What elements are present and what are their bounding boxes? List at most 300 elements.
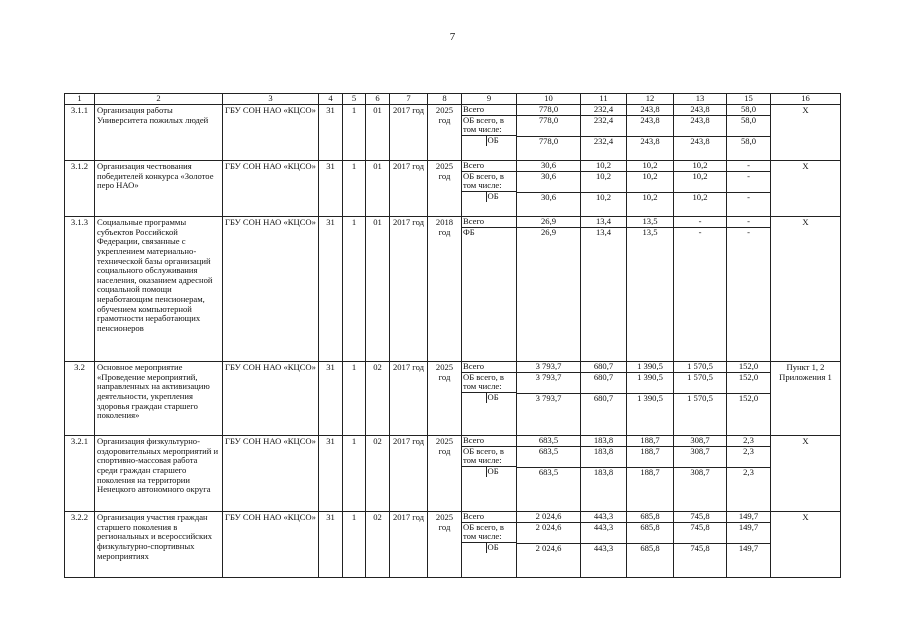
funding-amount-row — [727, 522, 770, 543]
funding-amount-row — [674, 512, 726, 522]
funding-amount: 243,8 — [690, 105, 710, 114]
funding-amount: 58,0 — [727, 115, 770, 136]
funding-source-label: Всего — [463, 362, 485, 371]
funding-amount-list — [627, 512, 673, 553]
funding-amount: 745,8 — [674, 522, 726, 543]
funding-amount-row — [581, 446, 626, 467]
funding-source-label: ОБ всего, в том числе: — [462, 446, 516, 466]
funding-amount-row — [627, 217, 673, 227]
funding-amount: 30,6 — [517, 171, 580, 192]
funding-amount-row — [627, 136, 673, 146]
funding-source-indent — [462, 466, 486, 476]
funding-amount-row — [674, 543, 726, 553]
header-cell: 13 — [674, 94, 727, 105]
funding-amount: 10,2 — [627, 192, 673, 202]
end-year: 2025 год — [428, 436, 462, 512]
funding-amount-row — [727, 436, 770, 446]
funding-amount-row — [627, 227, 673, 237]
funding-amount: 683,5 — [538, 436, 559, 445]
funding-amount: 243,8 — [674, 136, 726, 146]
code-col4: 31 — [319, 362, 343, 436]
funding-source-row — [462, 217, 516, 227]
funding-amount-row — [727, 192, 770, 202]
funding-source-list — [462, 512, 516, 553]
page-number: 7 — [449, 31, 456, 43]
funding-amount: 10,2 — [627, 171, 673, 192]
start-year: 2017 год — [390, 436, 428, 512]
funding-amount: 2,3 — [743, 436, 754, 445]
funding-amount-row — [727, 543, 770, 553]
funding-amount-list — [581, 217, 626, 237]
funding-amount: 1 570,5 — [674, 393, 726, 403]
code-col6: 02 — [366, 512, 390, 578]
funding-amount-cell — [581, 362, 627, 436]
end-year: 2025 год — [428, 512, 462, 578]
funding-source-label: ОБ — [486, 191, 516, 201]
funding-source-label: ОБ всего, в том числе: — [462, 115, 516, 135]
funding-source-row — [462, 372, 516, 392]
funding-source-row — [462, 362, 516, 372]
start-year: 2017 год — [390, 105, 428, 161]
funding-amount-list — [581, 161, 626, 202]
funding-amount-row — [727, 512, 770, 522]
header-cell: 2 — [95, 94, 223, 105]
funding-amount: 149,7 — [727, 543, 770, 553]
funding-amount: 680,7 — [581, 393, 626, 403]
funding-amount: 243,8 — [627, 115, 673, 136]
funding-amount-list — [517, 217, 580, 237]
funding-amount: 685,8 — [627, 543, 673, 553]
funding-amount: 778,0 — [538, 105, 559, 114]
funding-amount-cell — [727, 362, 771, 436]
funding-source-label: Всего — [463, 436, 485, 445]
funding-amount-row — [581, 362, 626, 372]
funding-amount-cell — [674, 512, 727, 578]
funding-source-indent — [462, 135, 486, 145]
funding-amount-row — [727, 115, 770, 136]
code-col6: 01 — [366, 217, 390, 362]
funding-amount-list — [627, 105, 673, 146]
item-number: 3.1.3 — [65, 217, 95, 362]
item-note: Х — [771, 105, 841, 161]
funding-amount-list — [674, 512, 726, 553]
funding-amount-row — [674, 227, 726, 237]
item-name: Социальные программы субъектов Российской Федерации, связанные с укреплением материально-технической базы организаций социального обслуживания населения, оказанием адресной социальной помощи неработающим пенсионерам, обучением компьютерной грамотности неработающих пенсионеров — [95, 217, 223, 362]
header-cell: 7 — [390, 94, 428, 105]
funding-amount: - — [727, 171, 770, 192]
table-row — [65, 362, 841, 436]
funding-amount-list — [517, 105, 580, 146]
funding-amount-row — [674, 105, 726, 115]
funding-amount: 1 390,5 — [637, 362, 663, 371]
funding-source-row — [462, 522, 516, 542]
funding-amount: 152,0 — [738, 362, 759, 371]
funding-amount-list — [727, 436, 770, 477]
funding-amount-list — [727, 161, 770, 202]
item-number: 3.2 — [65, 362, 95, 436]
funding-amount-row — [581, 227, 626, 237]
funding-amount-row — [674, 393, 726, 403]
funding-amount: 183,8 — [593, 436, 614, 445]
funding-amount: 778,0 — [517, 136, 580, 146]
header-cell: 12 — [627, 94, 674, 105]
code-col4: 31 — [319, 161, 343, 217]
funding-amount-row — [627, 512, 673, 522]
funding-source-row — [462, 191, 516, 201]
funding-source-label: ОБ — [486, 392, 516, 402]
funding-amount-row — [627, 436, 673, 446]
funding-amount: 243,8 — [674, 115, 726, 136]
start-year: 2017 год — [390, 217, 428, 362]
start-year: 2017 год — [390, 362, 428, 436]
funding-source-row — [462, 542, 516, 552]
funding-amount: 2 024,6 — [517, 522, 580, 543]
funding-amount-list — [627, 436, 673, 477]
funding-amount-row — [727, 446, 770, 467]
funding-amount-row — [674, 171, 726, 192]
funding-amount: 232,4 — [593, 105, 614, 114]
item-executor: ГБУ СОН НАО «КЦСО» — [223, 436, 319, 512]
funding-amount-row — [581, 372, 626, 393]
code-col6: 02 — [366, 362, 390, 436]
funding-source-cell — [462, 105, 517, 161]
end-year: 2025 год — [428, 161, 462, 217]
funding-source-row — [462, 392, 516, 402]
funding-amount-row — [727, 372, 770, 393]
funding-amount-row — [517, 512, 580, 522]
header-cell: 6 — [366, 94, 390, 105]
funding-amount: 30,6 — [517, 192, 580, 202]
funding-amount: 685,8 — [627, 522, 673, 543]
funding-amount-row — [627, 161, 673, 171]
funding-source-label: ОБ — [486, 542, 516, 552]
funding-amount-cell — [727, 161, 771, 217]
funding-amount: 183,8 — [581, 446, 626, 467]
item-number: 3.2.1 — [65, 436, 95, 512]
funding-amount-row — [581, 512, 626, 522]
funding-amount: - — [747, 161, 750, 170]
funding-amount-list — [674, 362, 726, 403]
funding-amount-cell — [627, 436, 674, 512]
funding-amount: 1 570,5 — [687, 362, 713, 371]
funding-amount: 308,7 — [690, 436, 710, 445]
funding-amount-row — [674, 115, 726, 136]
funding-amount-row — [627, 362, 673, 372]
funding-amount-row — [581, 467, 626, 477]
end-year: 2018 год — [428, 217, 462, 362]
funding-amount-row — [674, 372, 726, 393]
funding-amount-row — [727, 393, 770, 403]
funding-amount-cell — [674, 362, 727, 436]
funding-amount-row — [517, 372, 580, 393]
funding-source-indent — [462, 542, 486, 552]
funding-amount: 308,7 — [674, 467, 726, 477]
funding-amount: 10,2 — [581, 171, 626, 192]
code-col5: 1 — [343, 436, 366, 512]
funding-amount-cell — [581, 512, 627, 578]
funding-amount: 10,2 — [692, 161, 708, 170]
funding-amount-row — [517, 171, 580, 192]
code-col5: 1 — [343, 362, 366, 436]
item-executor: ГБУ СОН НАО «КЦСО» — [223, 362, 319, 436]
funding-amount-row — [517, 217, 580, 227]
funding-amount-row — [627, 522, 673, 543]
funding-amount-row — [581, 161, 626, 171]
funding-amount: 149,7 — [727, 522, 770, 543]
funding-amount-row — [517, 105, 580, 115]
item-executor: ГБУ СОН НАО «КЦСО» — [223, 512, 319, 578]
code-col5: 1 — [343, 217, 366, 362]
funding-amount-cell — [674, 436, 727, 512]
funding-amount: 745,8 — [674, 543, 726, 553]
funding-amount-list — [517, 436, 580, 477]
code-col5: 1 — [343, 105, 366, 161]
funding-amount-row — [674, 436, 726, 446]
funding-amount: 149,7 — [738, 512, 759, 521]
funding-amount-cell — [517, 161, 581, 217]
code-col4: 31 — [319, 512, 343, 578]
table-row — [65, 217, 841, 362]
funding-amount-row — [581, 171, 626, 192]
item-note: Пункт 1, 2 Приложения 1 — [771, 362, 841, 436]
funding-source-cell — [462, 362, 517, 436]
item-number: 3.1.1 — [65, 105, 95, 161]
item-name: Основное мероприятие «Проведение мероприятий, направленных на активизацию деятельности, укрепления здоровья граждан старшего поколения» — [95, 362, 223, 436]
funding-amount: 683,5 — [517, 446, 580, 467]
funding-amount: 2,3 — [727, 467, 770, 477]
funding-amount-cell — [581, 217, 627, 362]
funding-amount-list — [517, 362, 580, 403]
funding-amount-list — [581, 512, 626, 553]
item-note: Х — [771, 512, 841, 578]
code-col5: 1 — [343, 161, 366, 217]
item-note: Х — [771, 436, 841, 512]
funding-source-row — [462, 466, 516, 476]
funding-amount: - — [727, 227, 770, 237]
funding-source-label: Всего — [463, 105, 485, 114]
funding-amount-row — [727, 136, 770, 146]
funding-amount-row — [627, 467, 673, 477]
program-measures-table — [64, 93, 841, 578]
funding-amount: 3 793,7 — [517, 393, 580, 403]
funding-source-indent — [462, 392, 486, 402]
funding-source-list — [462, 217, 516, 237]
item-note: Х — [771, 217, 841, 362]
funding-amount-row — [517, 522, 580, 543]
funding-source-row — [462, 105, 516, 115]
funding-amount-row — [517, 436, 580, 446]
funding-amount-row — [674, 467, 726, 477]
item-executor: ГБУ СОН НАО «КЦСО» — [223, 105, 319, 161]
table-row — [65, 512, 841, 578]
funding-amount-row — [517, 393, 580, 403]
funding-amount: 30,6 — [540, 161, 557, 170]
code-col6: 01 — [366, 161, 390, 217]
funding-source-row — [462, 512, 516, 522]
funding-amount-row — [581, 393, 626, 403]
funding-amount: 778,0 — [517, 115, 580, 136]
funding-source-label: Всего — [463, 512, 485, 521]
funding-amount-list — [581, 362, 626, 403]
funding-source-list — [462, 161, 516, 202]
funding-source-row — [462, 436, 516, 446]
funding-source-row — [462, 161, 516, 171]
funding-amount-list — [627, 161, 673, 202]
header-cell: 1 — [65, 94, 95, 105]
funding-amount-row — [581, 136, 626, 146]
funding-amount: 243,8 — [640, 105, 660, 114]
funding-amount: 13,4 — [581, 227, 626, 237]
funding-amount-cell — [517, 512, 581, 578]
start-year: 2017 год — [390, 161, 428, 217]
header-cell: 11 — [581, 94, 627, 105]
funding-amount-cell — [517, 362, 581, 436]
funding-amount: 58,0 — [740, 105, 757, 114]
funding-source-label: ОБ — [486, 135, 516, 145]
funding-amount-cell — [674, 161, 727, 217]
funding-amount-row — [674, 192, 726, 202]
end-year: 2025 год — [428, 105, 462, 161]
funding-source-label: ОБ всего, в том числе: — [462, 372, 516, 392]
item-name: Организация физкультурно-оздоровительных мероприятий и спортивно-массовая работа среди граждан старшего поколения на территории Ненецкого автономного округа — [95, 436, 223, 512]
header-cell: 8 — [428, 94, 462, 105]
funding-amount-row — [517, 446, 580, 467]
funding-amount-row — [627, 393, 673, 403]
funding-amount-cell — [674, 217, 727, 362]
funding-source-cell — [462, 436, 517, 512]
funding-source-row — [462, 171, 516, 191]
funding-amount-row — [727, 362, 770, 372]
funding-amount-row — [581, 522, 626, 543]
funding-amount-row — [517, 362, 580, 372]
funding-amount-row — [674, 161, 726, 171]
funding-amount-list — [727, 105, 770, 146]
item-executor: ГБУ СОН НАО «КЦСО» — [223, 217, 319, 362]
funding-amount-row — [627, 115, 673, 136]
funding-amount: 680,7 — [593, 362, 614, 371]
funding-amount-row — [627, 192, 673, 202]
code-col4: 31 — [319, 217, 343, 362]
funding-amount-cell — [627, 161, 674, 217]
funding-amount-cell — [627, 217, 674, 362]
funding-amount-list — [674, 105, 726, 146]
funding-amount: 443,3 — [581, 543, 626, 553]
funding-source-list — [462, 105, 516, 146]
funding-amount: 13,4 — [595, 217, 612, 226]
funding-amount-cell — [727, 512, 771, 578]
funding-amount-row — [727, 161, 770, 171]
funding-amount: - — [747, 217, 750, 226]
funding-amount: 308,7 — [674, 446, 726, 467]
header-cell: 3 — [223, 94, 319, 105]
funding-amount: 232,4 — [581, 115, 626, 136]
item-number: 3.1.2 — [65, 161, 95, 217]
funding-amount-row — [581, 543, 626, 553]
funding-amount: 152,0 — [727, 372, 770, 393]
funding-amount-cell — [517, 105, 581, 161]
header-row — [65, 94, 841, 105]
funding-amount: 3 793,7 — [517, 372, 580, 393]
funding-amount: 680,7 — [581, 372, 626, 393]
funding-amount-cell — [581, 436, 627, 512]
header-cell: 10 — [517, 94, 581, 105]
code-col5: 1 — [343, 512, 366, 578]
funding-source-label: ФБ — [462, 227, 516, 237]
funding-amount-row — [581, 436, 626, 446]
funding-amount-cell — [727, 436, 771, 512]
funding-amount: 10,2 — [674, 171, 726, 192]
code-col4: 31 — [319, 105, 343, 161]
funding-amount: 10,2 — [581, 192, 626, 202]
code-col6: 02 — [366, 436, 390, 512]
header-cell: 9 — [462, 94, 517, 105]
funding-amount-list — [517, 512, 580, 553]
funding-amount-cell — [627, 362, 674, 436]
end-year: 2025 год — [428, 362, 462, 436]
funding-source-row — [462, 446, 516, 466]
funding-amount-row — [517, 192, 580, 202]
funding-amount-row — [627, 372, 673, 393]
funding-amount-list — [674, 161, 726, 202]
funding-amount-row — [517, 227, 580, 237]
funding-amount: - — [727, 192, 770, 202]
funding-amount: - — [698, 217, 702, 226]
table-row — [65, 436, 841, 512]
funding-amount: 745,8 — [690, 512, 710, 521]
funding-amount-row — [727, 105, 770, 115]
funding-amount-row — [627, 446, 673, 467]
funding-amount-row — [674, 217, 726, 227]
header-cell: 5 — [343, 94, 366, 105]
header-cell: 15 — [727, 94, 771, 105]
funding-amount: 13,5 — [627, 227, 673, 237]
item-name: Организация участия граждан старшего поколения в региональных и всероссийских физкультурно-спортивных мероприятиях — [95, 512, 223, 578]
funding-amount-list — [727, 217, 770, 237]
code-col6: 01 — [366, 105, 390, 161]
code-col4: 31 — [319, 436, 343, 512]
funding-amount-cell — [674, 105, 727, 161]
funding-amount: 2 024,6 — [517, 543, 580, 553]
funding-amount-row — [627, 543, 673, 553]
item-note: Х — [771, 161, 841, 217]
funding-amount-row — [517, 467, 580, 477]
item-name: Организация чествования победителей конкурса «Золотое перо НАО» — [95, 161, 223, 217]
funding-amount-row — [517, 161, 580, 171]
funding-amount: - — [674, 227, 726, 237]
funding-amount-row — [581, 105, 626, 115]
funding-source-cell — [462, 161, 517, 217]
funding-amount: 183,8 — [581, 467, 626, 477]
funding-amount-cell — [627, 105, 674, 161]
funding-amount-list — [727, 512, 770, 553]
table-row — [65, 105, 841, 161]
funding-amount: 26,9 — [540, 217, 557, 226]
funding-amount: 188,7 — [640, 436, 660, 445]
funding-amount: 188,7 — [627, 467, 673, 477]
item-name: Организация работы Университета пожилых людей — [95, 105, 223, 161]
funding-amount-row — [627, 171, 673, 192]
start-year: 2017 год — [390, 512, 428, 578]
funding-amount-row — [674, 446, 726, 467]
funding-amount-row — [727, 217, 770, 227]
funding-amount: 243,8 — [627, 136, 673, 146]
funding-source-row — [462, 227, 516, 237]
header-cell: 16 — [771, 94, 841, 105]
funding-amount-cell — [727, 105, 771, 161]
funding-source-label: ОБ — [486, 466, 516, 476]
funding-amount: 10,2 — [595, 161, 612, 170]
funding-amount-list — [674, 217, 726, 237]
